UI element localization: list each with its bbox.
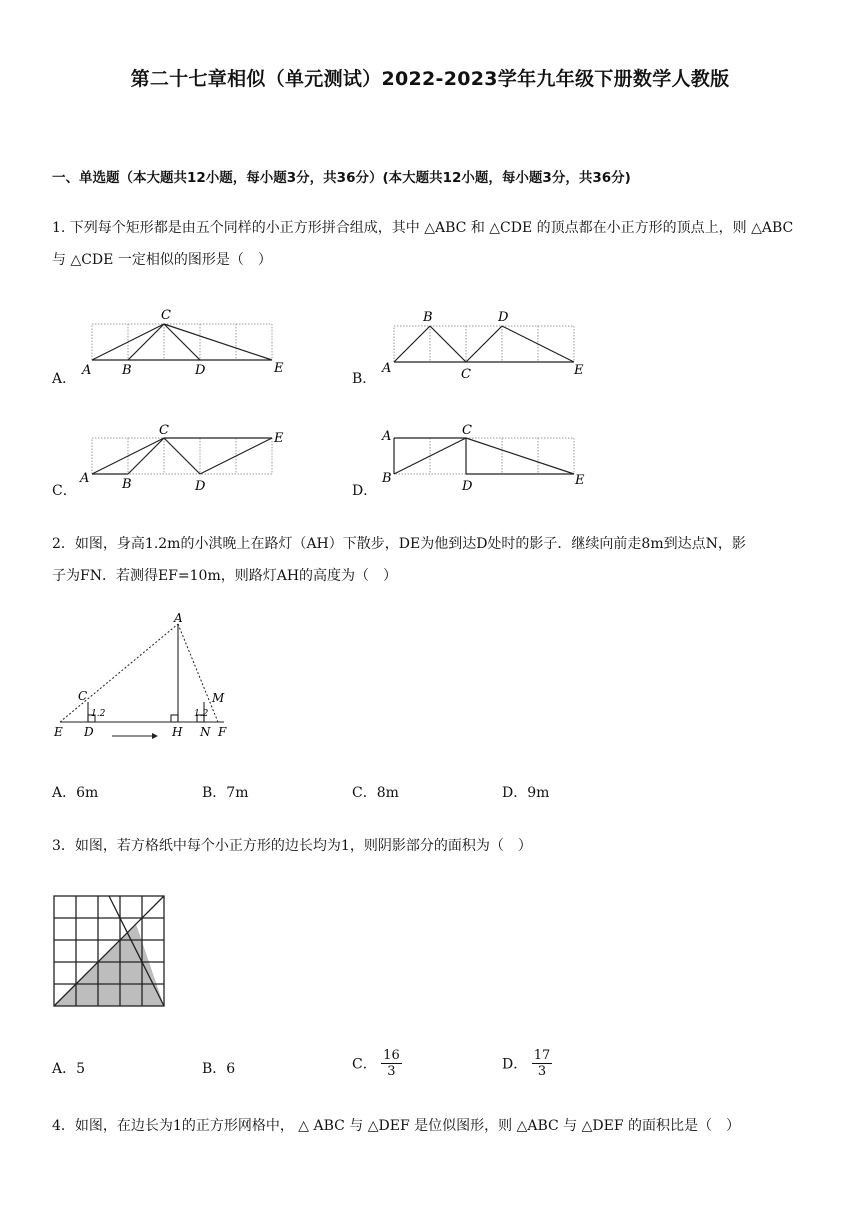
question-1-text xyxy=(52,212,812,276)
svg-text:D: D xyxy=(462,479,473,494)
svg-text:A: A xyxy=(174,612,183,625)
q1-option-c-label: C． xyxy=(52,483,77,499)
label-a: A xyxy=(82,363,92,378)
svg-text:E: E xyxy=(575,473,585,488)
question-4-line-1: 4．如图，在边长为1的正方形网格中， △ ABC 与 △DEF 是位似图形，则 △ABC 与 △DEF 的面积比是（ ） xyxy=(52,1118,740,1134)
q2-option-c: C．8m xyxy=(352,785,399,801)
q1-figure-c xyxy=(78,420,293,496)
question-2-text xyxy=(52,528,812,592)
height-label-1: 1.2 xyxy=(91,709,106,719)
page-title: 第二十七章相似（单元测试）2022-2023学年九年级下册数学人教版 xyxy=(130,68,730,90)
question-2-line-2: 子为FN．若测得EF=10m，则路灯AH的高度为（ ） xyxy=(52,568,398,584)
question-1-line-1: 1. 下列每个矩形都是由五个同样的小正方形拼合组成，其中 △ABC 和 △CDE 的顶点都在小正方形的顶点上，则 △ABC xyxy=(52,220,794,236)
question-1-line-2: 与 △CDE 一定相似的图形是（ ） xyxy=(52,252,272,268)
q3-option-b: B．6 xyxy=(202,1061,236,1077)
q3-option-c: C． $\frac{16}{3}$ xyxy=(352,1048,400,1079)
q1-figure-a xyxy=(78,302,293,382)
q1-option-a-label: A． xyxy=(52,371,77,387)
svg-text:B: B xyxy=(423,310,433,325)
svg-text:A: A xyxy=(382,429,392,444)
svg-text:F: F xyxy=(218,725,227,739)
q2-option-d: D．9m xyxy=(502,785,550,801)
question-2-line-1: 2．如图，身高1.2m的小淇晚上在路灯（AH）下散步，DE为他到达D处时的影子．继续向前走8m到达点N，影 xyxy=(52,536,746,552)
svg-text:E: E xyxy=(274,431,284,446)
svg-text:A: A xyxy=(80,471,90,486)
q3-option-a: A．5 xyxy=(52,1061,86,1077)
height-label-2: 1.2 xyxy=(194,709,209,719)
svg-text:D: D xyxy=(498,310,509,325)
svg-text:H: H xyxy=(172,725,183,739)
svg-text:N: N xyxy=(200,725,211,739)
label-c: C xyxy=(161,308,171,323)
label-d: D xyxy=(195,363,206,378)
svg-text:C: C xyxy=(462,423,472,438)
q2-figure xyxy=(52,612,242,742)
svg-text:C: C xyxy=(461,367,471,382)
q3-option-d: D． $\frac{17}{3}$ xyxy=(502,1048,551,1079)
svg-text:C: C xyxy=(78,689,88,703)
q1-option-d-label: D． xyxy=(352,483,378,499)
q3-grid-figure xyxy=(52,894,170,1012)
svg-text:D: D xyxy=(195,479,206,494)
label-e: E xyxy=(274,361,284,376)
svg-text:B: B xyxy=(382,471,392,486)
svg-text:E: E xyxy=(54,725,63,739)
q1-option-b-label: B． xyxy=(352,371,377,387)
q1-figure-d xyxy=(378,420,593,496)
svg-text:C: C xyxy=(159,423,169,438)
svg-text:B: B xyxy=(122,477,132,492)
svg-text:D: D xyxy=(84,725,94,739)
question-3-text xyxy=(52,830,812,862)
label-b: B xyxy=(122,363,132,378)
q2-option-a: A．6m xyxy=(52,785,99,801)
svg-text:A: A xyxy=(382,361,392,376)
q2-option-b: B．7m xyxy=(202,785,249,801)
svg-text:E: E xyxy=(574,363,584,378)
svg-text:M: M xyxy=(212,691,225,705)
section-heading: 一、单选题（本大题共12小题，每小题3分，共36分）(本大题共12小题，每小题3分，共36分) xyxy=(52,170,631,186)
shaded-triangle xyxy=(54,924,164,1006)
q1-figure-b xyxy=(378,302,593,382)
question-3-line-1: 3．如图，若方格纸中每个小正方形的边长均为1，则阴影部分的面积为（ ） xyxy=(52,838,532,854)
question-4-text xyxy=(52,1110,812,1142)
